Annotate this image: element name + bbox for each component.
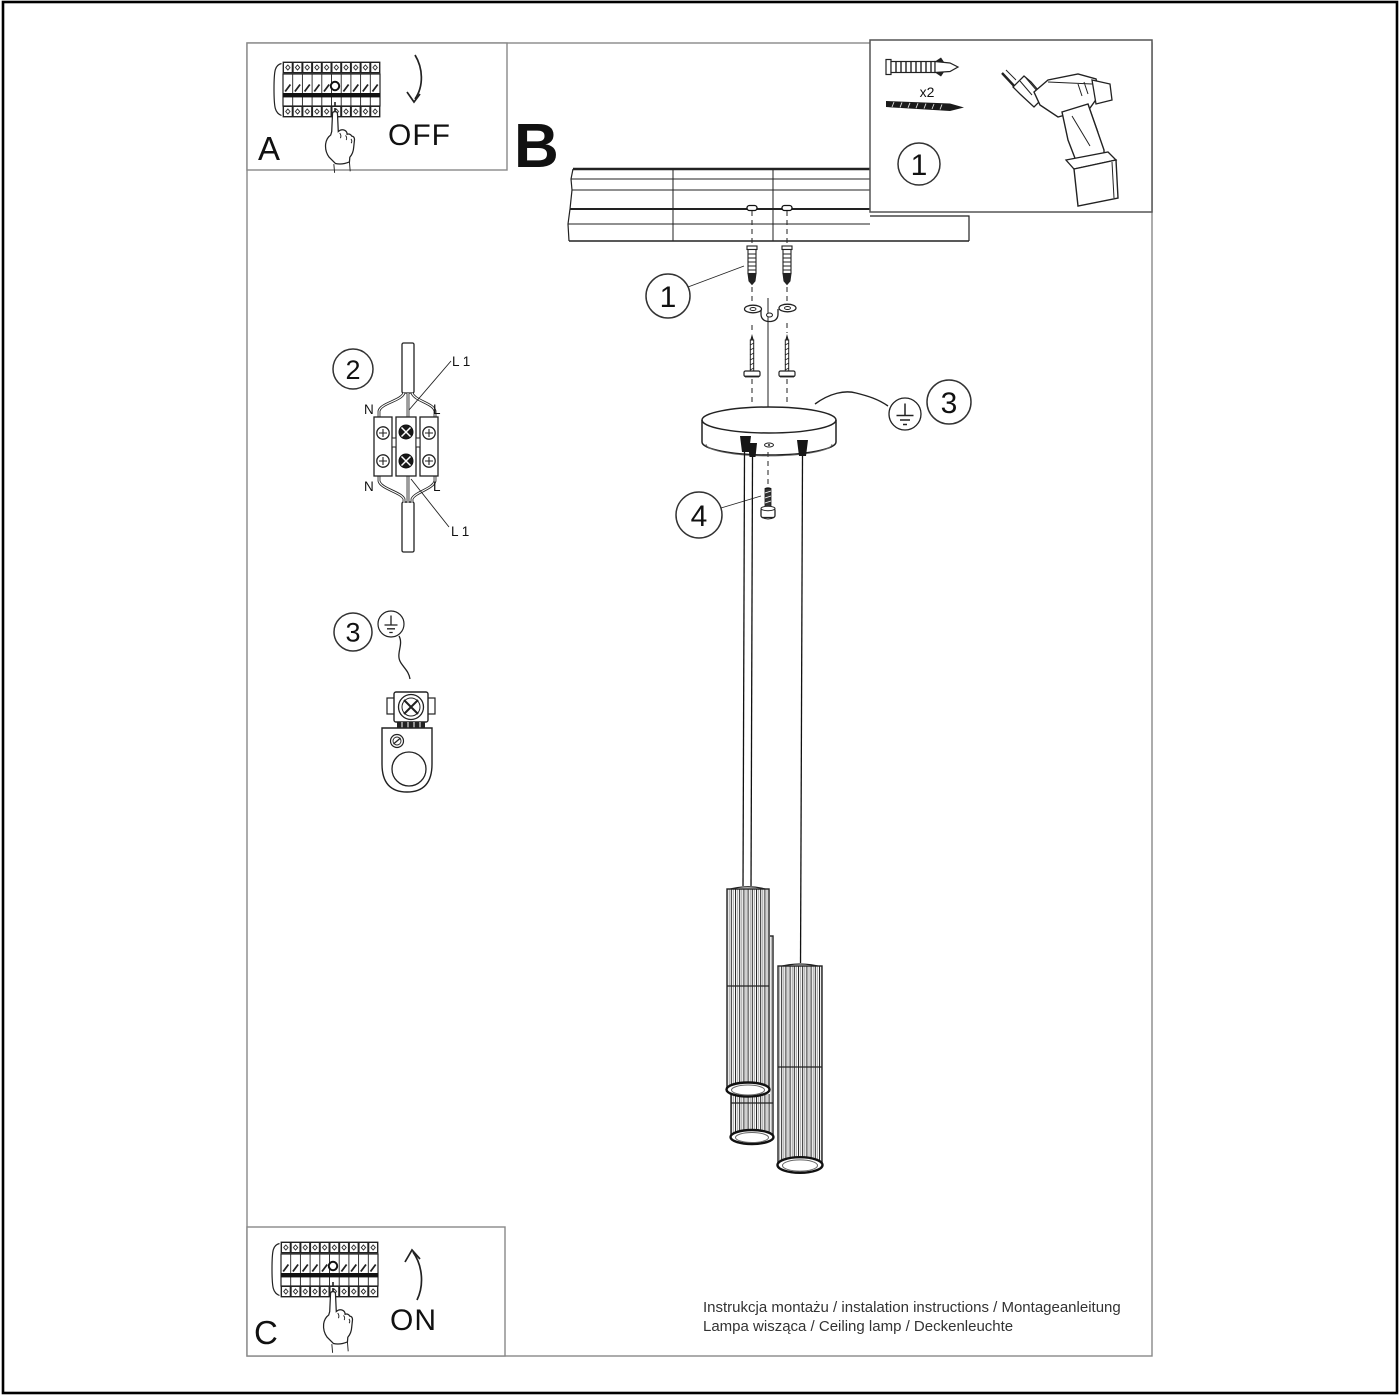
outer-border — [3, 2, 1397, 1393]
ground-clamp — [382, 692, 435, 792]
l1-top-leader — [409, 361, 451, 410]
wall-plugs — [747, 246, 792, 285]
mounting-screw-right — [779, 334, 795, 377]
step-3-number-canopy: 3 — [940, 387, 958, 420]
label-l1-bottom: L 1 — [451, 524, 470, 539]
label-l1-top: L 1 — [452, 354, 471, 369]
step-1-leader-line — [688, 266, 744, 287]
mounting-screw-left — [744, 334, 760, 377]
section-b-label: B — [514, 112, 559, 181]
label-n-top: N — [364, 402, 374, 417]
ground-lead-wire — [399, 636, 410, 679]
step-3-number-left: 3 — [345, 617, 361, 648]
step-1-number-kit: 1 — [910, 149, 928, 182]
wall-plug-right — [782, 246, 792, 285]
step-4-leader-line — [721, 496, 761, 508]
wall-plug-left — [747, 246, 757, 285]
cable-grip-2 — [748, 443, 757, 457]
panel-c-label: C — [254, 1314, 278, 1351]
terminal-block — [374, 417, 438, 476]
canopy — [702, 407, 836, 457]
step-4-number: 4 — [690, 500, 708, 533]
label-l-bottom: L — [433, 479, 441, 494]
pendant-lamp-right — [775, 963, 824, 1173]
footer-line-2: Lampa wisząca / Ceiling lamp / Deckenleuchte — [703, 1318, 1014, 1335]
footer-line-1: Instrukcja montażu / instalation instructions / Montageanleitung — [703, 1299, 1121, 1316]
mounting-screws — [744, 334, 795, 377]
supply-cable-bottom — [402, 502, 414, 552]
panel-a-box — [247, 43, 507, 173]
ground-clamp-diagram — [334, 611, 435, 792]
hanger-screw — [761, 487, 775, 519]
panel-a-label: A — [258, 130, 281, 167]
panel-c-box — [247, 1227, 505, 1356]
main-frame — [247, 43, 1152, 1356]
wiring-diagram — [333, 343, 470, 552]
off-label: OFF — [388, 119, 451, 152]
mounting-bracket — [745, 304, 797, 321]
step-1-number-ceiling: 1 — [659, 281, 677, 314]
supply-cable-top — [402, 343, 414, 393]
ground-wire — [815, 392, 888, 406]
pendant-lamp-front — [724, 886, 770, 1097]
label-l-top: L — [433, 402, 441, 417]
kit-box — [870, 40, 1152, 212]
earth-symbol-icon — [889, 398, 921, 430]
step-2-number: 2 — [345, 355, 361, 385]
label-n-bottom: N — [364, 479, 374, 494]
earth-symbol-icon-left — [378, 611, 404, 637]
wall-plug-quantity: x2 — [919, 84, 935, 100]
on-label: ON — [390, 1304, 437, 1337]
